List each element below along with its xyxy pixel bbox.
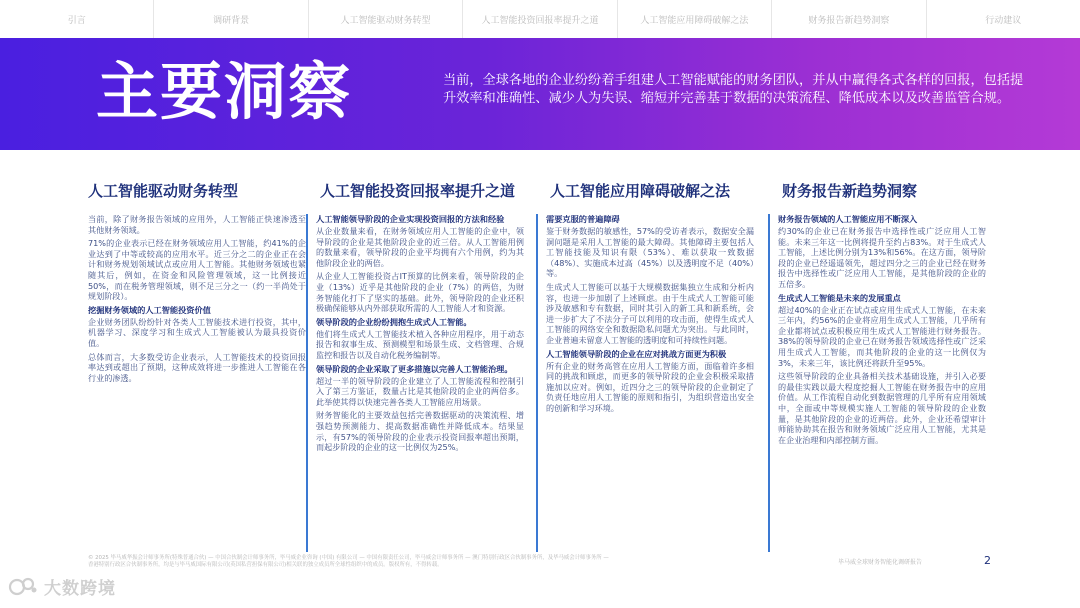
- paragraph: 超过一半的领导阶段的企业建立了人工智能流程和控制引入了第三方鉴证，数量占比是其他阶段的企业的两倍多。此举使其得以快速完善各类人工智能应用场景。: [316, 375, 524, 407]
- column-body: [536, 214, 754, 552]
- paragraph: 从企业数量来看，在财务领域应用人工智能的企业中，领导阶段的企业是其他阶段企业的近三倍。从人工智能用例的数量来看，领导阶段的企业平均拥有六个用例，约为其他阶段企业的两倍。: [316, 226, 524, 268]
- watermark: [8, 574, 116, 598]
- nav-tab-ai-barriers[interactable]: 人工智能应用障碍破解之法: [618, 0, 772, 38]
- column-reporting-trends: [768, 178, 986, 552]
- legal-line: © 2025 毕马威华振会计师事务所(特殊普通合伙) — 中国合伙制会计师事务所，毕马威企业咨询 (中国) 有限公司 — 中国有限责任公司，毕马威会计师事务所 — 澳门特别行政区合伙制事务所，及毕马威会计师事务所 —: [88, 555, 609, 561]
- column-ai-roi: [306, 178, 524, 552]
- nav-tab-intro[interactable]: 引言: [0, 0, 154, 38]
- nav-tab-ai-roi[interactable]: 人工智能投资回报率提升之道: [463, 0, 617, 38]
- paragraph: 鉴于财务数据的敏感性，57%的受访者表示，数据安全漏洞问题是采用人工智能的最大障碍。其他障碍主要包括人工智能技能及知识有限（53%）、难以获取一致数据（48%）、实施成本过高（45%）以及透明度不足（40%）等。: [546, 226, 754, 279]
- subheading: 需要克服的普遍障碍: [546, 214, 620, 224]
- paragraph: 这些领导阶段的企业具备相关技术基础设施，并引入必要的最佳实践以最大程度挖掘人工智能在财务报告中的应用价值。从工作流程自动化到数据管理的几乎所有应用领域中，全面或中等规模实施人工智能的领导阶段的企业数量，是其他阶段的企业的近两倍。此外，企业还希望审计师能协助其在报告和财务领域广泛应用人工智能，尤其是在企业治理和内部控制方面。: [778, 371, 986, 445]
- paragraph: 71%的企业表示已经在财务领域应用人工智能，约41%的企业达到了中等或较高的应用水平。近三分之二的企业正在会计和财务规划领域试点或应用人工智能。其他财务领域也紧随其后，例如，在资金和风险管理领域，这一比例接近50%，而在税务管理领域，则不足三分之一（约一半尚处于规划阶段）。: [88, 238, 306, 302]
- key-insights-banner: [0, 38, 1080, 150]
- paragraph: 生成式人工智能可以基于大规模数据集独立生成和分析内容，也进一步加剧了上述顾虑。由于生成式人工智能可能涉及敏感和专有数据，同时其引入的新工具和新系统，会进一步扩大了不法分子可以利用的攻击面，使得生成式人工智能的网络安全和数据隐私问题尤为突出。与此同时，企业普遍未留意人工智能的透明度和可持续性问题。: [546, 281, 754, 345]
- watermark-text: 大数跨境: [44, 578, 116, 599]
- subheading: 人工智能领导阶段的企业在应对挑战方面更为积极: [546, 348, 727, 359]
- nav-tab-background[interactable]: 调研背景: [154, 0, 308, 38]
- paragraph: 所有企业的财务高管在应用人工智能方面，面临着许多相同的挑战和顾虑，而更多的领导阶段的企业会积极采取措施加以应对。例如，近四分之三的领导阶段的企业制定了负责任地应用人工智能的原则和指引，为组织营造出安全的创新和学习环境。: [546, 360, 754, 413]
- paragraph: 企业财务团队纷纷针对各类人工智能技术进行投资，其中，机器学习、深度学习和生成式人工智能被认为最具投资价值。: [88, 316, 306, 348]
- paragraph: 财务智能化的主要效益包括完善数据驱动的决策流程、增强趋势预测能力、提高数据准确性并降低成本。结果显示，有57%的领导阶段的企业表示投资回报率超出预期，而起步阶段的企业的这一比例仅为25%。: [316, 410, 524, 453]
- paragraph: 当前，除了财务报告领域的应用外，人工智能正快速渗透至其他财务领域。: [88, 214, 306, 235]
- column-body: [88, 214, 306, 383]
- column-ai-barriers: [536, 178, 754, 552]
- subheading: 财务报告领域的人工智能应用不断深入: [778, 214, 918, 224]
- page-number: 2: [984, 554, 991, 567]
- subheading: 领导阶段的企业纷纷拥抱生成式人工智能。: [316, 316, 472, 327]
- watermark-logo-icon: [8, 575, 38, 597]
- subheading: 人工智能领导阶段的企业实现投资回报的方法和经验: [316, 214, 505, 224]
- nav-tab-ai-finance-transformation[interactable]: 人工智能驱动财务转型: [309, 0, 463, 38]
- paragraph: 从企业人工智能投资占IT预算的比例来看，领导阶段的企业（13%）近乎是其他阶段的企业（7%）的两倍，为财务智能化打下了坚实的基础。此外，领导阶段的企业还积极确保能够从内外部获取所需的人工智能人才和资源。: [316, 271, 524, 314]
- subheading: 挖掘财务领域的人工智能投资价值: [88, 304, 211, 315]
- column-body: [306, 214, 524, 552]
- subheading: 生成式人工智能是未来的发展重点: [778, 292, 901, 303]
- page-title: 主要洞察: [96, 55, 353, 128]
- column-title: 人工智能应用障碍破解之法: [550, 182, 731, 200]
- column-title: 人工智能驱动财务转型: [88, 182, 239, 200]
- nav-tab-recommendations[interactable]: 行动建议: [985, 15, 1022, 26]
- column-title: 人工智能投资回报率提升之道: [320, 182, 516, 200]
- column-ai-finance-transformation: [88, 178, 306, 386]
- subheading: 领导阶段的企业采取了更多措施以完善人工智能治理。: [316, 363, 513, 374]
- report-name: 毕马威全球财务智能化调研报告: [838, 559, 923, 566]
- column-title: 财务报告新趋势洞察: [782, 182, 918, 200]
- banner-intro-text: 当前，全球各地的企业纷纷着手组建人工智能赋能的财务团队，并从中赢得各式各样的回报，包括提升效率和准确性、减少人为失误、缩短并完善基于数据的决策流程、降低成本以及改善监管合规。: [443, 73, 1024, 106]
- legal-line: 香港特别行政区合伙制事务所，均是与毕马威国际有限公司(英国私营担保有限公司)相关联的独立成员所全球性组织中的成员。版权所有，不得转载。: [88, 562, 443, 568]
- paragraph: 超过40%的企业正在试点或应用生成式人工智能，在未来三年内，约56%的企业将应用生成式人工智能，几乎所有企业都将试点或积极应用生成式人工智能进行财务报告。38%的领导阶段的企业已在财务报告领域选择性或广泛采用生成式人工智能，而其他阶段的企业的这一比例仅为3%，未来三年，该比例还将跃升至95%。: [778, 304, 986, 368]
- paragraph: 约30%的企业已在财务报告中选择性或广泛应用人工智能。未来三年这一比例将提升至约占83%。对于生成式人工智能，上述比例分别为13%和56%。在这方面，领导阶段的企业已经遥遥领先，超过四分之三的企业已经在财务报告中选择性或广泛应用人工智能，是其他阶段的企业的五倍多。: [778, 226, 986, 289]
- nav-tab-reporting-trends[interactable]: 财务报告新趋势洞察: [772, 0, 926, 38]
- top-navigation: [0, 0, 1080, 38]
- paragraph: 他们将生成式人工智能技术植入各种应用程序，用于动态报告和叙事生成、预测模型和场景生成、文档管理、合规监控和报告以及自动化税务编制等。: [316, 328, 524, 360]
- paragraph: 总体而言，大多数受访企业表示，人工智能技术的投资回报率达到或超出了预期，这种成效将进一步推进人工智能在各行业的渗透。: [88, 351, 306, 383]
- column-body: [768, 214, 986, 552]
